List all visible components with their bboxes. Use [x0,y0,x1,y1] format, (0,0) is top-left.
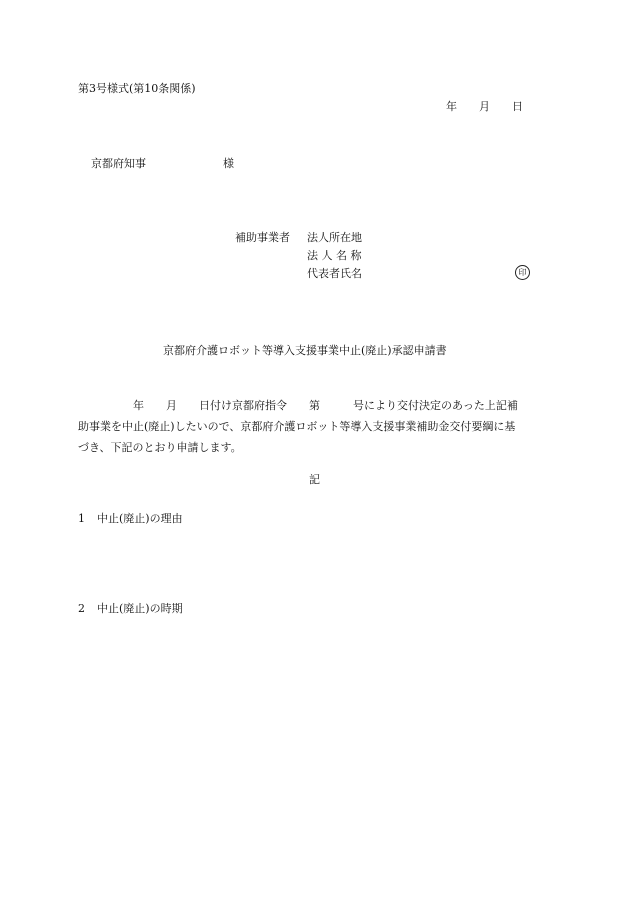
date-line: 年 月 日 [446,100,523,113]
seal-mark: 印 [515,265,530,280]
body-line-2: 助事業を中止(廃止)したいので、京都府介護ロボット等導入支援事業補助金交付要綱に基 [78,420,516,433]
applicant-role-label: 補助事業者 [235,231,290,244]
form-number: 第3号様式(第10条関係) [78,82,196,95]
body-line-1: 年 月 日付け京都府指令 第 号により交付決定のあった上記補 [78,399,518,412]
item-2-number: 2 [78,602,85,615]
ki-heading: 記 [309,473,320,486]
item-2-label: 中止(廃止)の時期 [97,602,183,615]
addressee: 京都府知事 様 [91,157,234,170]
item-1-number: 1 [78,512,85,525]
address-label: 法人所在地 [307,231,362,244]
document-title: 京都府介護ロボット等導入支援事業中止(廃止)承認申請書 [163,344,447,357]
representative-name-label: 代表者氏名 [307,267,362,280]
request-body [78,395,556,458]
corporation-name-label: 法 人 名 称 [307,249,362,262]
body-line-3: づき、下記のとおり申請します。 [78,441,242,454]
item-1-label: 中止(廃止)の理由 [97,512,183,525]
